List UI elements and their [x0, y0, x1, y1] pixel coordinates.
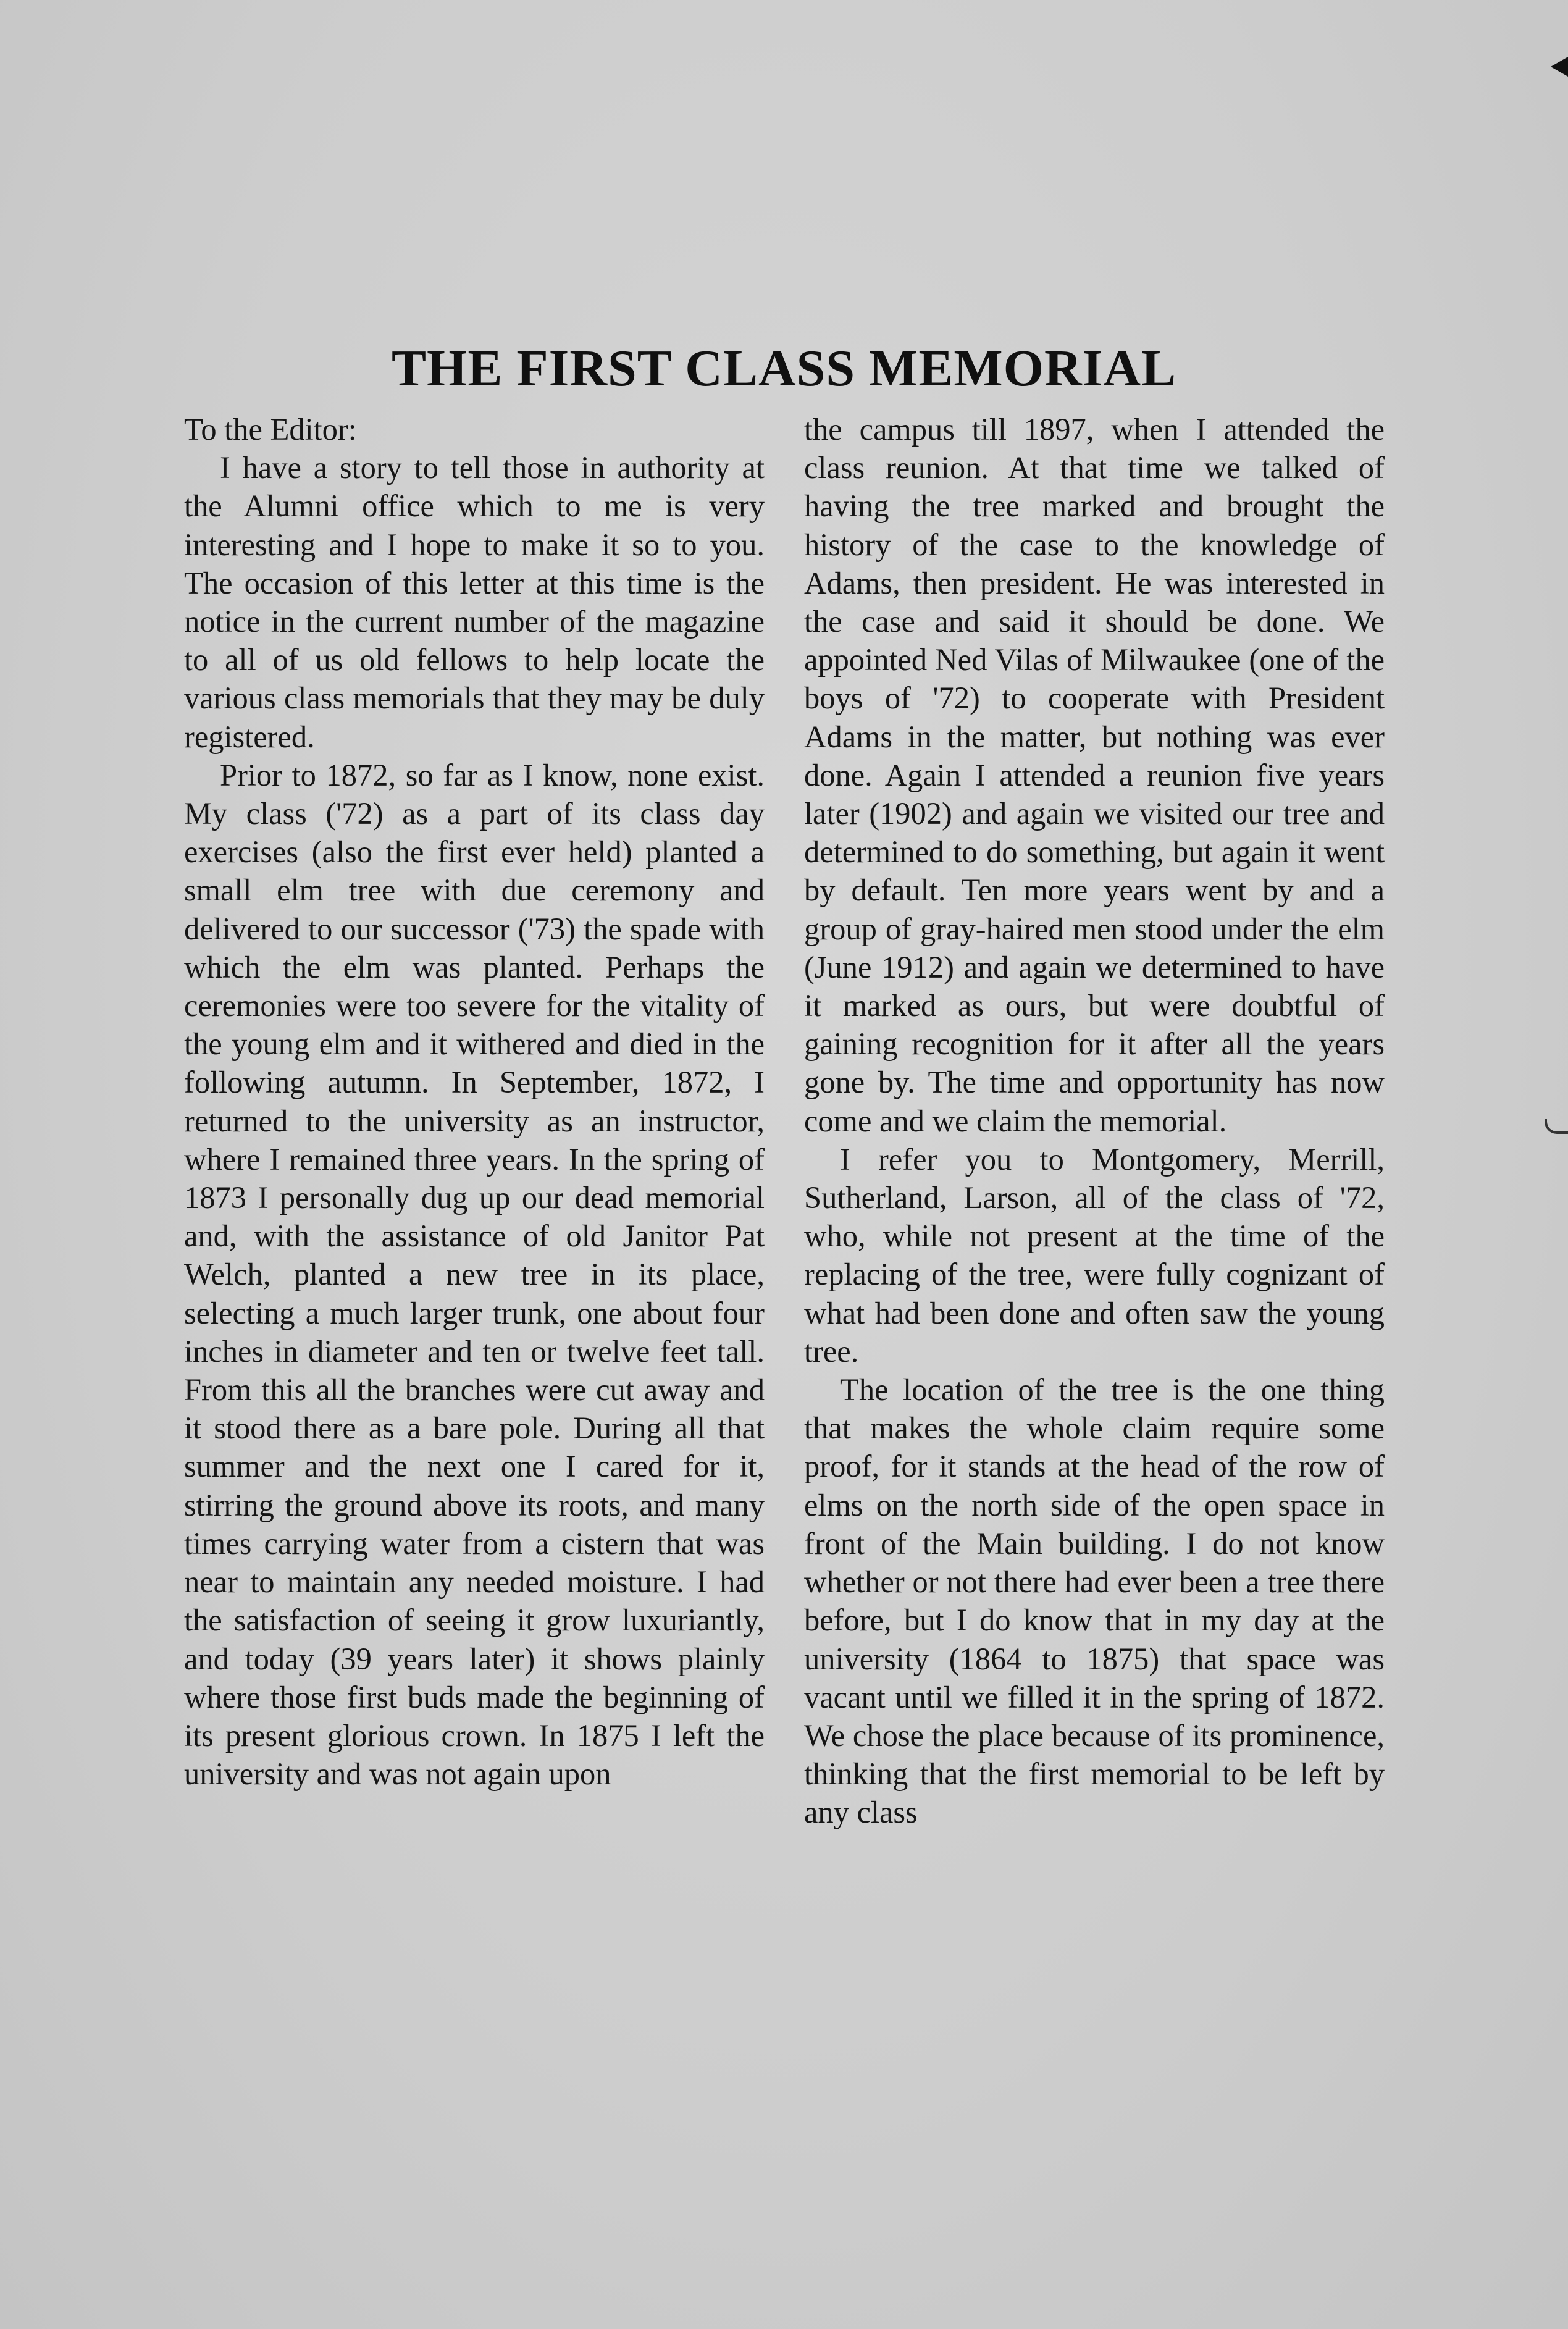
paragraph: The location of the tree is the one thing that makes the whole claim require some proof, for it stands at the head of the row of elms on the north side of the open space in front of the Main building. I do not know whether or not there had ever been a tree there before, but I do know that in my day at the university (1864 to 1875) that space was vacant until we filled it in the spring of 1872. We chose the place because of its prominence, thinking that the first memorial to be left by any class	[804, 1372, 1385, 1830]
paragraph: I have a story to tell those in authority at the Alumni office which to me is very interesting and I hope to make it so to you. The occasion of this letter at this time is the notice in the current number of the magazine to all of us old fellows to help locate the various class memorials that they may be duly registered.	[184, 450, 765, 754]
page-edge-mark	[1545, 1119, 1568, 1134]
left-column	[184, 410, 765, 1793]
page-edge-mark	[1551, 57, 1568, 77]
paragraph-continued: the campus till 1897, when I attended the class reunion. At that time we talked of having the tree marked and brought the history of the case to the knowledge of Adams, then president. He was interested in the case and said it should be done. We appointed Ned Vilas of Milwaukee (one of the boys of '72) to cooperate with President Adams in the matter, but nothing was ever done. Again I attended a reunion five years later (1902) and again we visited our tree and determined to do something, but again it went by default. Ten more years went by and a group of gray-haired men stood under the elm (June 1912) and again we determined to have it marked as ours, but were doubtful of gaining recognition for it after all the years gone by. The time and opportunity has now come and we claim the memorial.	[804, 412, 1385, 1138]
right-column	[804, 410, 1385, 1832]
paragraph: I refer you to Montgomery, Merrill, Sutherland, Larson, all of the class of '72, who, while not present at the time of the replacing of the tree, were fully cognizant of what had been done and often saw the young tree.	[804, 1141, 1385, 1369]
paragraph: Prior to 1872, so far as I know, none exist. My class ('72) as a part of its class day exercises (also the first ever held) planted a small elm tree with due ceremony and delivered to our successor ('73) the spade with which the elm was planted. Perhaps the ceremonies were too severe for the vitality of the young elm and it withered and died in the following autumn. In September, 1872, I returned to the university as an instructor, where I remained three years. In the spring of 1873 I personally dug up our dead memorial and, with the assistance of old Janitor Pat Welch, planted a new tree in its place, selecting a much larger trunk, one about four inches in diameter and ten or twelve feet tall. From this all the branches were cut away and it stood there as a bare pole. During all that summer and the next one I cared for it, stirring the ground above its roots, and many times carrying water from a cistern that was near to maintain any needed moisture. I had the satisfaction of seeing it grow luxuriantly, and today (39 years later) it shows plainly where those first buds made the beginning of its present glorious crown. In 1875 I left the university and was not again upon	[184, 757, 765, 1792]
article-title: THE FIRST CLASS MEMORIAL	[391, 340, 1177, 397]
salutation: To the Editor:	[184, 412, 357, 447]
